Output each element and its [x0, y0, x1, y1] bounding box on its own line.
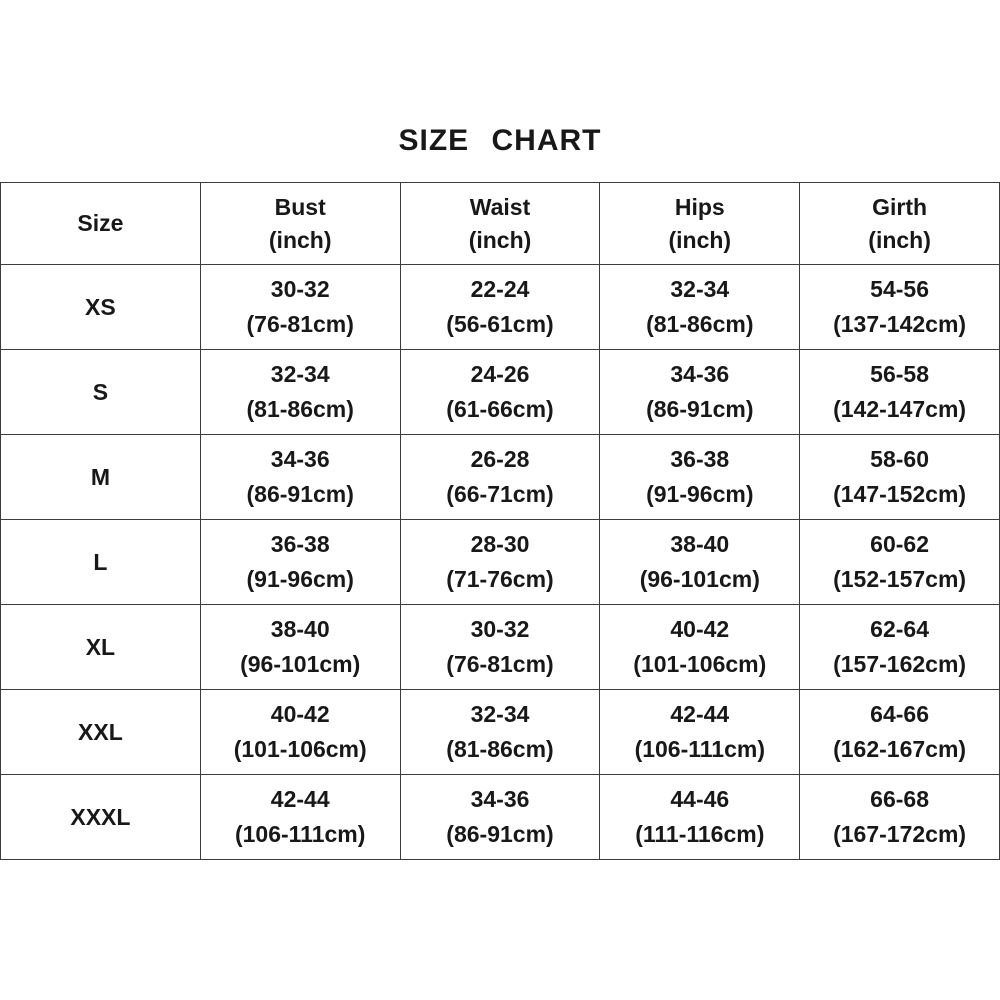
inch-value: 32-34: [670, 276, 730, 302]
bust-cell: [200, 690, 400, 775]
size-cell: M: [1, 435, 201, 520]
cm-value: (86-91cm): [246, 481, 354, 507]
waist-cell: [400, 605, 600, 690]
header-label: Waist: [469, 193, 531, 220]
inch-value: 34-36: [470, 786, 530, 812]
cm-value: (142-147cm): [833, 396, 967, 422]
bust-cell: [200, 350, 400, 435]
cm-value: (137-142cm): [833, 311, 967, 337]
header-label: Girth: [872, 193, 928, 220]
size-cell: XXL: [1, 690, 201, 775]
waist-cell: [400, 775, 600, 860]
girth-cell: [800, 775, 1000, 860]
inch-value: 62-64: [870, 616, 929, 642]
inch-value: 32-34: [470, 701, 530, 727]
column-header-waist: [400, 183, 600, 265]
girth-cell: [800, 605, 1000, 690]
bust-cell: [200, 775, 400, 860]
size-cell: XS: [1, 265, 201, 350]
inch-value: 22-24: [470, 276, 530, 302]
cm-value: (101-106cm): [233, 736, 367, 762]
inch-value: 58-60: [870, 446, 929, 472]
cm-value: (71-76cm): [446, 566, 554, 592]
size-cell: L: [1, 520, 201, 605]
girth-cell: [800, 265, 1000, 350]
table-row-xxxl: [1, 775, 1000, 860]
inch-value: 60-62: [870, 531, 929, 557]
waist-cell: [400, 690, 600, 775]
inch-value: 64-66: [870, 701, 929, 727]
column-header-bust: [200, 183, 400, 265]
inch-value: 36-38: [670, 446, 730, 472]
table-row-xxl: [1, 690, 1000, 775]
girth-cell: [800, 520, 1000, 605]
bust-cell: [200, 265, 400, 350]
girth-cell: [800, 690, 1000, 775]
hips-cell: [600, 435, 800, 520]
header-unit: (inch): [868, 226, 931, 253]
inch-value: 54-56: [870, 276, 929, 302]
table-row-l: [1, 520, 1000, 605]
cm-value: (61-66cm): [446, 396, 554, 422]
cm-value: (81-86cm): [646, 311, 754, 337]
size-cell: S: [1, 350, 201, 435]
inch-value: 26-28: [470, 446, 530, 472]
inch-value: 42-44: [270, 786, 330, 812]
hips-cell: [600, 690, 800, 775]
header-unit: (inch): [668, 226, 732, 253]
column-header-hips: [600, 183, 800, 265]
table-body: [1, 265, 1000, 860]
inch-value: 44-46: [670, 786, 730, 812]
cm-value: (76-81cm): [446, 651, 554, 677]
hips-cell: [600, 775, 800, 860]
inch-value: 40-42: [270, 701, 330, 727]
page-title: SIZE CHART: [398, 124, 602, 157]
cm-value: (81-86cm): [246, 396, 354, 422]
waist-cell: [400, 265, 600, 350]
inch-value: 56-58: [870, 361, 929, 387]
size-cell: XXXL: [1, 775, 201, 860]
girth-cell: [800, 435, 1000, 520]
inch-value: 34-36: [670, 361, 730, 387]
waist-cell: [400, 435, 600, 520]
inch-value: 38-40: [670, 531, 730, 557]
hips-cell: [600, 350, 800, 435]
table-header: [1, 183, 1000, 265]
bust-cell: [200, 520, 400, 605]
inch-value: 40-42: [670, 616, 730, 642]
inch-value: 32-34: [270, 361, 330, 387]
inch-value: 34-36: [270, 446, 330, 472]
girth-cell: [800, 350, 1000, 435]
hips-cell: [600, 520, 800, 605]
cm-value: (91-96cm): [646, 481, 754, 507]
cm-value: (76-81cm): [246, 311, 354, 337]
waist-cell: [400, 520, 600, 605]
cm-value: (81-86cm): [446, 736, 554, 762]
header-label: Hips: [674, 193, 725, 220]
table-row-s: [1, 350, 1000, 435]
cm-value: (106-111cm): [234, 821, 366, 847]
table-row-xs: [1, 265, 1000, 350]
cm-value: (111-116cm): [635, 821, 765, 847]
table-row-m: [1, 435, 1000, 520]
cm-value: (167-172cm): [833, 821, 967, 847]
cm-value: (101-106cm): [633, 651, 767, 677]
header-row: [1, 183, 1000, 265]
hips-cell: [600, 605, 800, 690]
cm-value: (106-111cm): [634, 736, 765, 762]
header-unit: (inch): [268, 226, 332, 253]
inch-value: 66-68: [870, 786, 929, 812]
inch-value: 30-32: [270, 276, 330, 302]
inch-value: 24-26: [470, 361, 530, 387]
cm-value: (152-157cm): [833, 566, 967, 592]
cm-value: (96-101cm): [240, 651, 361, 677]
bust-cell: [200, 605, 400, 690]
cm-value: (147-152cm): [833, 481, 967, 507]
cm-value: (162-167cm): [833, 736, 967, 762]
inch-value: 30-32: [470, 616, 530, 642]
table-row-xl: [1, 605, 1000, 690]
hips-cell: [600, 265, 800, 350]
header-unit: (inch): [468, 226, 532, 253]
cm-value: (157-162cm): [833, 651, 967, 677]
cm-value: (96-101cm): [639, 566, 760, 592]
column-header-size: [1, 183, 201, 265]
cm-value: (91-96cm): [246, 566, 354, 592]
waist-cell: [400, 350, 600, 435]
inch-value: 38-40: [270, 616, 330, 642]
bust-cell: [200, 435, 400, 520]
header-label: Size: [77, 210, 124, 236]
inch-value: 42-44: [670, 701, 730, 727]
column-header-girth: [800, 183, 1000, 265]
cm-value: (86-91cm): [646, 396, 754, 422]
cm-value: (66-71cm): [446, 481, 554, 507]
size-chart-table: [0, 182, 1000, 860]
inch-value: 28-30: [470, 531, 530, 557]
cm-value: (56-61cm): [446, 311, 554, 337]
cm-value: (86-91cm): [446, 821, 554, 847]
inch-value: 36-38: [270, 531, 330, 557]
header-label: Bust: [274, 193, 326, 220]
size-cell: XL: [1, 605, 201, 690]
